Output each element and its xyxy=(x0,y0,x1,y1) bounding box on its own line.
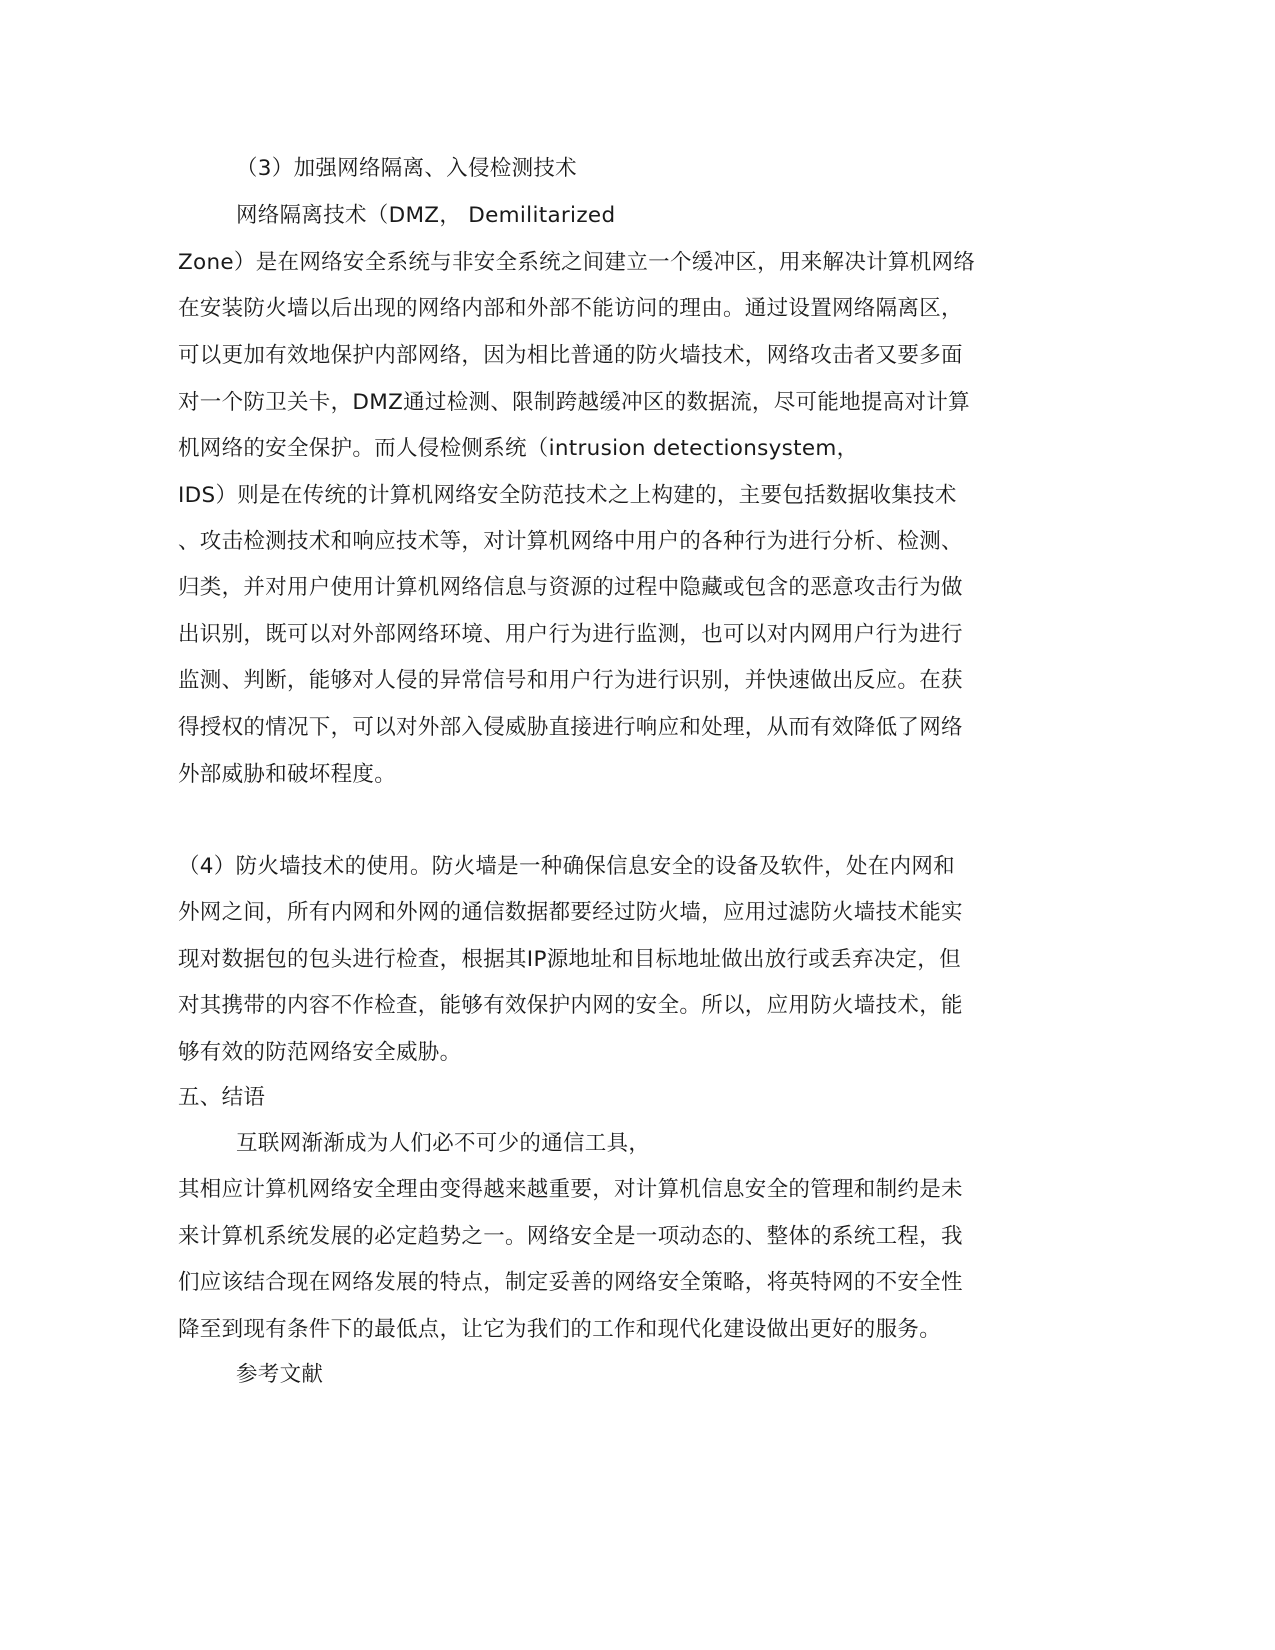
paragraph-line: 外网之间，所有内网和外网的通信数据都要经过防火墙，应用过滤防火墙技术能实 xyxy=(178,900,963,925)
paragraph-line: 外部威胁和破坏程度。 xyxy=(178,762,397,787)
paragraph-line: 监测、判断，能够对人侵的异常信号和用户行为进行识别，并快速做出反应。在获 xyxy=(178,668,963,693)
section-3-heading: （3）加强网络隔离、入侵检测技术 xyxy=(236,156,577,181)
paragraph-line: 对其携带的内容不作检查，能够有效保护内网的安全。所以，应用防火墙技术，能 xyxy=(178,993,963,1018)
paragraph-line: 得授权的情况下，可以对外部入侵威胁直接进行响应和处理，从而有效降低了网络 xyxy=(178,715,963,740)
references-heading: 参考文献 xyxy=(236,1362,324,1387)
paragraph-line: 互联网渐渐成为人们必不可少的通信工具， xyxy=(236,1131,651,1156)
paragraph-line: IDS）则是在传统的计算机网络安全防范技术之上构建的，主要包括数据收集技术 xyxy=(178,483,957,508)
paragraph-line: 其相应计算机网络安全理由变得越来越重要，对计算机信息安全的管理和制约是未 xyxy=(178,1177,963,1202)
paragraph-line: 们应该结合现在网络发展的特点，制定妥善的网络安全策略，将英特网的不安全性 xyxy=(178,1270,963,1295)
paragraph-line: 对一个防卫关卡，DMZ通过检测、限制跨越缓冲区的数据流，尽可能地提高对计算 xyxy=(178,390,970,415)
paragraph-line: Zone）是在网络安全系统与非安全系统之间建立一个缓冲区，用来解决计算机网络 xyxy=(178,250,976,275)
paragraph-line: 出识别，既可以对外部网络环境、用户行为进行监测，也可以对内网用户行为进行 xyxy=(178,622,963,647)
paragraph-line: 够有效的防范网络安全威胁。 xyxy=(178,1040,462,1065)
paragraph-line: 归类，并对用户使用计算机网络信息与资源的过程中隐藏或包含的恶意攻击行为做 xyxy=(178,575,963,600)
paragraph-line: 在安装防火墙以后出现的网络内部和外部不能访问的理由。通过设置网络隔离区， xyxy=(178,296,963,321)
paragraph-line: 机网络的安全保护。而人侵检侧系统（intrusion detectionsystem， xyxy=(178,436,859,461)
paragraph-line: 来计算机系统发展的必定趋势之一。网络安全是一项动态的、整体的系统工程，我 xyxy=(178,1224,963,1249)
paragraph-line: 可以更加有效地保护内部网络，因为相比普通的防火墙技术，网络攻击者又要多面 xyxy=(178,343,963,368)
paragraph-line: 现对数据包的包头进行检查，根据其IP源地址和目标地址做出放行或丢弃决定，但 xyxy=(178,947,961,972)
conclusion-heading: 五、结语 xyxy=(178,1085,266,1110)
paragraph-line: （4）防火墙技术的使用。防火墙是一种确保信息安全的设备及软件，处在内网和 xyxy=(178,854,955,879)
paragraph-line: 网络隔离技术（DMZ， Demilitarized xyxy=(236,203,616,228)
paragraph-line: 、攻击检测技术和响应技术等，对计算机网络中用户的各种行为进行分析、检测、 xyxy=(178,529,963,554)
paragraph-line: 降至到现有条件下的最低点，让它为我们的工作和现代化建设做出更好的服务。 xyxy=(178,1317,942,1342)
